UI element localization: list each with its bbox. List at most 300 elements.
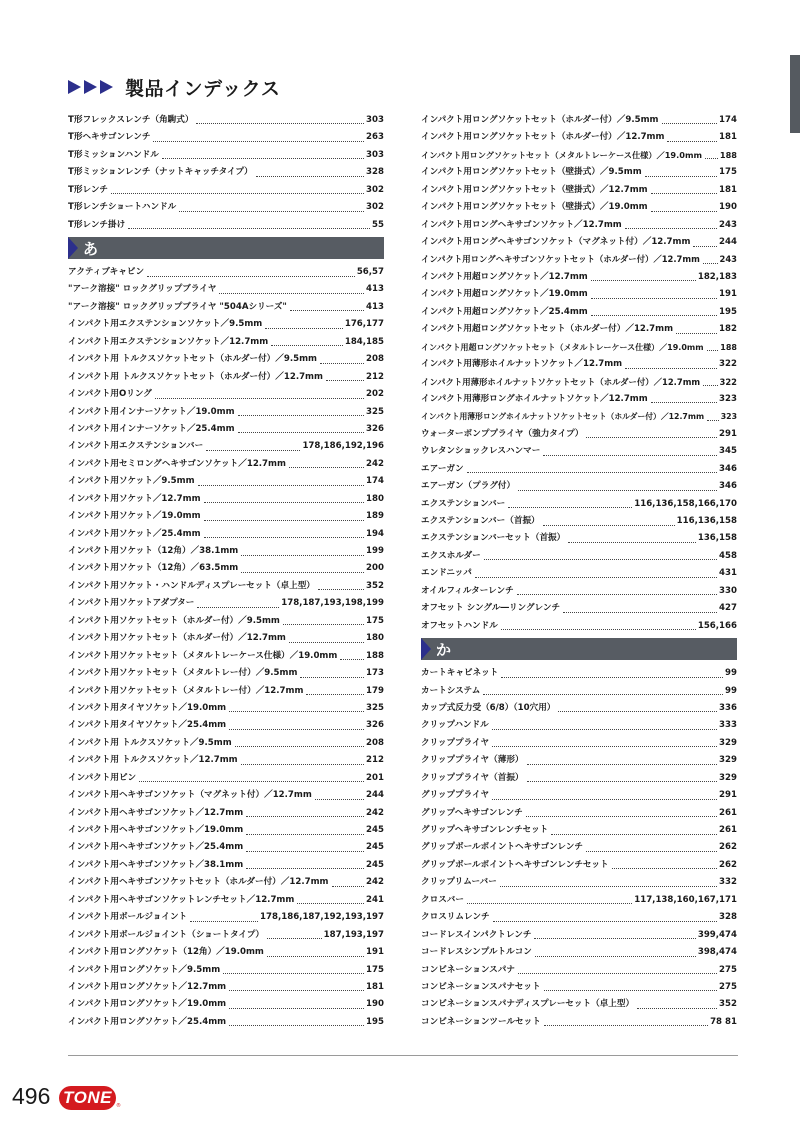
dot-leader bbox=[306, 694, 364, 695]
index-entry bbox=[68, 927, 384, 944]
index-entry bbox=[68, 944, 384, 961]
index-entry bbox=[421, 182, 737, 199]
index-entry bbox=[68, 386, 384, 403]
entry-page: 117,138,160,167,171 bbox=[634, 894, 737, 905]
entry-name: "アーク溶接" ロックグリップブライヤ bbox=[68, 284, 217, 295]
index-entry bbox=[68, 892, 384, 909]
index-entry bbox=[68, 369, 384, 386]
entry-page: 78 81 bbox=[710, 1016, 737, 1027]
entry-page: 328 bbox=[366, 167, 384, 178]
entry-page: 303 bbox=[366, 114, 384, 125]
index-entry bbox=[421, 600, 737, 617]
entry-name: インパクト用 トルクスソケットセット（ホルダー付）／12.7mm bbox=[68, 371, 323, 382]
index-entry bbox=[421, 374, 737, 391]
entry-page: 332 bbox=[719, 877, 737, 888]
dot-leader bbox=[492, 746, 717, 747]
entry-page: 323 bbox=[719, 393, 737, 404]
dot-leader bbox=[190, 921, 258, 922]
dot-leader bbox=[526, 816, 717, 817]
page-number: 496 bbox=[12, 1083, 51, 1109]
entry-name: グリップボールポイントヘキサゴンレンチセット bbox=[421, 859, 609, 870]
entry-name: インパクト用 トルクスソケット／12.7mm bbox=[68, 755, 238, 766]
entry-page: 182,183 bbox=[697, 271, 737, 282]
entry-page: 245 bbox=[366, 842, 384, 853]
dot-leader bbox=[534, 938, 695, 939]
index-entry bbox=[68, 787, 384, 804]
entry-name: T形レンチ bbox=[68, 184, 109, 195]
index-entry bbox=[68, 874, 384, 891]
index-entry bbox=[421, 217, 737, 234]
index-entry bbox=[421, 129, 737, 146]
index-group-ka bbox=[421, 665, 737, 1031]
index-entry bbox=[68, 147, 384, 164]
index-entry bbox=[421, 147, 737, 164]
entry-name: インパクト用超ロングソケット／25.4mm bbox=[421, 306, 588, 317]
page-title: 製品インデックス bbox=[125, 77, 281, 100]
entry-page: 181 bbox=[366, 981, 384, 992]
entry-page: 399,474 bbox=[697, 929, 737, 940]
entry-name: グリップボールポイントヘキサゴンレンチ bbox=[421, 842, 583, 853]
dot-leader bbox=[492, 729, 717, 730]
entry-page: 189 bbox=[366, 511, 384, 522]
entry-name: インパクト用ロングソケットセット（壁掛式）／12.7mm bbox=[421, 184, 648, 195]
index-entry bbox=[421, 805, 737, 822]
index-entry bbox=[68, 299, 384, 316]
index-entry bbox=[68, 979, 384, 996]
tone-logo bbox=[59, 1086, 121, 1110]
entry-name: インパクト用ロングソケットセット（壁掛式）／19.0mm bbox=[421, 202, 648, 213]
index-entry bbox=[421, 996, 737, 1013]
section-header-ka bbox=[421, 638, 737, 660]
index-entry bbox=[421, 840, 737, 857]
entry-page: 178,186,187,192,193,197 bbox=[260, 912, 384, 923]
entry-name: クロスリムレンチ bbox=[421, 912, 490, 923]
entry-name: T形レンチ掛け bbox=[68, 219, 126, 230]
dot-leader bbox=[256, 176, 364, 177]
entry-name: インパクト用ヘキサゴンソケット／12.7mm bbox=[68, 807, 244, 818]
entry-page: 116,136,158,166,170 bbox=[634, 498, 737, 509]
dot-leader bbox=[332, 886, 365, 887]
dot-leader bbox=[625, 228, 717, 229]
entry-page: 291 bbox=[719, 428, 737, 439]
entry-page: 174 bbox=[719, 114, 737, 125]
dot-leader bbox=[267, 956, 364, 957]
index-group-continued bbox=[421, 112, 737, 635]
index-entry bbox=[68, 735, 384, 752]
entry-name: T形ミッションハンドル bbox=[68, 149, 159, 160]
entry-name: インパクト用ヘキサゴンソケット（マグネット付）／12.7mm bbox=[68, 790, 312, 801]
index-entry bbox=[421, 787, 737, 804]
index-entry bbox=[68, 217, 384, 234]
index-entry bbox=[421, 304, 737, 321]
dot-leader bbox=[290, 310, 364, 311]
dot-leader bbox=[705, 158, 718, 159]
entry-name: オフセットハンドル bbox=[421, 620, 498, 631]
dot-leader bbox=[558, 711, 717, 712]
entry-name: クリッププライヤ（薄形） bbox=[421, 755, 524, 766]
dot-leader bbox=[645, 176, 717, 177]
index-entry bbox=[68, 752, 384, 769]
dot-leader bbox=[229, 990, 364, 991]
entry-page: 329 bbox=[719, 737, 737, 748]
entry-name: インパクト用エクステンションバー bbox=[68, 441, 204, 452]
dot-leader bbox=[703, 385, 717, 386]
index-entry bbox=[68, 264, 384, 281]
entry-name: インパクト用 トルクスソケット／9.5mm bbox=[68, 737, 232, 748]
entry-name: インパクト用ロングソケットセット（壁掛式）／9.5mm bbox=[421, 167, 642, 178]
index-entry bbox=[68, 491, 384, 508]
entry-name: コードレスインパクトレンチ bbox=[421, 929, 532, 940]
entry-name: インパクト用ロングヘキサゴンソケットセット（ホルダー付）／12.7mm bbox=[421, 254, 700, 265]
index-entry bbox=[421, 234, 737, 251]
index-entry bbox=[68, 351, 384, 368]
dot-leader bbox=[500, 886, 717, 887]
index-entry bbox=[421, 770, 737, 787]
dot-leader bbox=[543, 455, 717, 456]
dot-leader bbox=[223, 973, 364, 974]
index-entry bbox=[68, 508, 384, 525]
index-entry bbox=[68, 129, 384, 146]
entry-name: グリップヘキサゴンレンチセット bbox=[421, 825, 549, 836]
registered-mark-icon: ® bbox=[116, 1103, 121, 1109]
entry-page: 244 bbox=[366, 790, 384, 801]
index-entry bbox=[68, 282, 384, 299]
dot-leader bbox=[707, 350, 719, 351]
entry-name: インパクト用ソケットセット（メタルトレー付）／12.7mm bbox=[68, 685, 304, 696]
index-entry bbox=[68, 199, 384, 216]
entry-name: インパクト用ロングソケット／9.5mm bbox=[68, 964, 221, 975]
index-entry bbox=[421, 391, 737, 408]
index-entry bbox=[421, 286, 737, 303]
dot-leader bbox=[246, 816, 364, 817]
dot-leader bbox=[219, 293, 364, 294]
index-entry bbox=[68, 683, 384, 700]
index-entry bbox=[421, 583, 737, 600]
entry-page: 190 bbox=[366, 999, 384, 1010]
entry-name: ウレタンショックレスハンマー bbox=[421, 446, 541, 457]
index-entry bbox=[421, 618, 737, 635]
dot-leader bbox=[586, 437, 717, 438]
index-entry bbox=[421, 269, 737, 286]
index-entry bbox=[68, 543, 384, 560]
index-entry bbox=[421, 565, 737, 582]
entry-page: 188 bbox=[720, 342, 737, 352]
entry-page: 242 bbox=[366, 877, 384, 888]
entry-name: グリッププライヤ bbox=[421, 790, 490, 801]
dot-leader bbox=[155, 398, 364, 399]
index-entry bbox=[68, 717, 384, 734]
dot-leader bbox=[527, 764, 718, 765]
entry-page: 194 bbox=[366, 528, 384, 539]
entry-page: 244 bbox=[719, 237, 737, 248]
entry-page: 180 bbox=[366, 633, 384, 644]
index-entry bbox=[68, 630, 384, 647]
index-entry bbox=[421, 443, 737, 460]
index-entry bbox=[421, 665, 737, 682]
index-entry bbox=[421, 496, 737, 513]
index-entry bbox=[421, 752, 737, 769]
entry-page: 398,474 bbox=[697, 947, 737, 958]
entry-name: インパクト用薄形ホイルナットソケットセット（ホルダー付）／12.7mm bbox=[421, 376, 701, 387]
dot-leader bbox=[229, 1008, 364, 1009]
entry-name: コンビネーションツールセット bbox=[421, 1016, 541, 1027]
entry-page: 181 bbox=[719, 184, 737, 195]
entry-page: 329 bbox=[719, 772, 737, 783]
entry-page: 346 bbox=[719, 463, 737, 474]
entry-page: 195 bbox=[719, 306, 737, 317]
entry-page: 262 bbox=[719, 859, 737, 870]
entry-name: T形ヘキサゴンレンチ bbox=[68, 132, 151, 143]
index-entry bbox=[68, 665, 384, 682]
dot-leader bbox=[651, 193, 717, 194]
entry-name: インパクト用ロングソケット／25.4mm bbox=[68, 1016, 227, 1027]
dot-leader bbox=[667, 141, 717, 142]
entry-page: 200 bbox=[366, 563, 384, 574]
dot-leader bbox=[289, 467, 364, 468]
dot-leader bbox=[340, 659, 364, 660]
entry-page: 188 bbox=[719, 149, 737, 160]
entry-page: 242 bbox=[366, 458, 384, 469]
index-group-t bbox=[68, 112, 384, 234]
dot-leader bbox=[586, 851, 717, 852]
entry-name: オイルフィルターレンチ bbox=[421, 585, 514, 596]
index-entry bbox=[68, 578, 384, 595]
dot-leader bbox=[483, 694, 723, 695]
entry-page: 325 bbox=[366, 702, 384, 713]
entry-page: 333 bbox=[719, 720, 737, 731]
index-entry bbox=[421, 112, 737, 129]
entry-name: インパクト用ピン bbox=[68, 772, 137, 783]
entry-page: 242 bbox=[366, 807, 384, 818]
dot-leader bbox=[544, 1025, 708, 1026]
entry-name: エクステンションバー（首振） bbox=[421, 516, 540, 527]
entry-name: インパクト用超ロングソケット／19.0mm bbox=[421, 289, 588, 300]
entry-name: クリッププライヤ bbox=[421, 737, 490, 748]
index-entry bbox=[68, 805, 384, 822]
index-entry bbox=[421, 927, 737, 944]
entry-name: インパクト用ロングソケットセット（ホルダー付）／9.5mm bbox=[421, 114, 659, 125]
entry-name: インパクト用薄形ロングホイルナットソケットセット（ホルダー付）／12.7mm bbox=[421, 412, 705, 422]
entry-page: 180 bbox=[366, 493, 384, 504]
entry-page: 243 bbox=[719, 254, 737, 265]
dot-leader bbox=[204, 520, 365, 521]
dot-leader bbox=[246, 868, 364, 869]
dot-leader bbox=[612, 868, 717, 869]
entry-page: 241 bbox=[366, 894, 384, 905]
entry-name: オフセット シングル―リングレンチ bbox=[421, 603, 561, 614]
entry-page: 208 bbox=[366, 354, 384, 365]
dot-leader bbox=[693, 246, 717, 247]
index-entry bbox=[68, 164, 384, 181]
entry-name: T形レンチショートハンドル bbox=[68, 202, 177, 213]
entry-name: インパクト用ヘキサゴンソケットセット（ホルダー付）／12.7mm bbox=[68, 877, 329, 888]
dot-leader bbox=[492, 799, 717, 800]
index-entry bbox=[68, 613, 384, 630]
index-entry bbox=[421, 683, 737, 700]
brand-name: TONE bbox=[63, 1088, 112, 1107]
entry-name: インパクト用薄形ロングホイルナットソケット／12.7mm bbox=[421, 393, 648, 404]
dot-leader bbox=[315, 799, 364, 800]
dot-leader bbox=[300, 677, 364, 678]
index-entry bbox=[68, 421, 384, 438]
entry-page: 322 bbox=[719, 376, 737, 387]
dot-leader bbox=[271, 345, 343, 346]
dot-leader bbox=[651, 211, 717, 212]
index-entry bbox=[68, 648, 384, 665]
dot-leader bbox=[229, 711, 364, 712]
triple-arrow-icon bbox=[68, 80, 113, 94]
entry-name: インパクト用 トルクスソケットセット（ホルダー付）／9.5mm bbox=[68, 354, 317, 365]
entry-name: インパクト用ボールジョイント bbox=[68, 912, 188, 923]
index-entry bbox=[421, 717, 737, 734]
dot-leader bbox=[527, 781, 718, 782]
entry-page: 326 bbox=[366, 423, 384, 434]
index-entry bbox=[421, 531, 737, 548]
dot-leader bbox=[318, 589, 364, 590]
index-entry bbox=[68, 438, 384, 455]
dot-leader bbox=[197, 607, 279, 608]
entry-page: 176,177 bbox=[344, 319, 384, 330]
dot-leader bbox=[198, 485, 365, 486]
entry-name: カートキャビネット bbox=[421, 668, 499, 679]
entry-name: インパクト用ソケット・ハンドルディスプレーセット（卓上型） bbox=[68, 580, 315, 591]
dot-leader bbox=[493, 921, 718, 922]
entry-page: 323 bbox=[720, 412, 737, 422]
entry-name: アクティブキャビン bbox=[68, 267, 145, 278]
entry-name: インパクト用ロングソケット／19.0mm bbox=[68, 999, 227, 1010]
dot-leader bbox=[235, 746, 364, 747]
entry-name: インパクト用ソケット／25.4mm bbox=[68, 528, 201, 539]
dot-leader bbox=[241, 764, 364, 765]
index-group-a bbox=[68, 264, 384, 1031]
index-entry bbox=[421, 979, 737, 996]
entry-page: 302 bbox=[366, 184, 384, 195]
entry-name: インパクト用インナーソケット／25.4mm bbox=[68, 423, 235, 434]
entry-page: 178,187,193,198,199 bbox=[281, 598, 384, 609]
index-entry bbox=[421, 478, 737, 495]
dot-leader bbox=[196, 123, 364, 124]
index-entry bbox=[421, 962, 737, 979]
entry-name: T形ミッションレンチ（ナットキャッチタイプ） bbox=[68, 167, 253, 178]
index-entry bbox=[421, 461, 737, 478]
index-entry bbox=[68, 456, 384, 473]
entry-page: 55 bbox=[372, 219, 384, 230]
dot-leader bbox=[238, 432, 364, 433]
entry-name: インパクト用Oリング bbox=[68, 389, 152, 400]
entry-page: 352 bbox=[366, 580, 384, 591]
entry-name: インパクト用ボールジョイント（ショートタイプ） bbox=[68, 929, 264, 940]
entry-name: インパクト用ロングソケット（12角）／19.0mm bbox=[68, 947, 264, 958]
dot-leader bbox=[153, 141, 364, 142]
entry-name: コンビネーションスパナセット bbox=[421, 981, 541, 992]
entry-page: 336 bbox=[719, 702, 737, 713]
entry-name: インパクト用ロングソケットセット（ホルダー付）／12.7mm bbox=[421, 132, 665, 143]
entry-name: インパクト用エクステンションソケット／9.5mm bbox=[68, 319, 263, 330]
entry-page: 303 bbox=[366, 149, 384, 160]
index-entry bbox=[68, 182, 384, 199]
entry-page: 195 bbox=[366, 1016, 384, 1027]
entry-name: エクステンションバー bbox=[421, 498, 506, 509]
dot-leader bbox=[265, 328, 343, 329]
section-label: あ bbox=[83, 239, 99, 258]
footer-rule bbox=[68, 1055, 738, 1056]
dot-leader bbox=[518, 490, 717, 491]
index-entry bbox=[421, 822, 737, 839]
dot-leader bbox=[518, 973, 717, 974]
entry-name: エクスホルダー bbox=[421, 550, 481, 561]
index-entry bbox=[421, 548, 737, 565]
dot-leader bbox=[139, 781, 364, 782]
entry-name: "アーク溶接" ロックグリップブライヤ "504Aシリーズ" bbox=[68, 301, 287, 312]
index-entry bbox=[68, 770, 384, 787]
entry-page: 275 bbox=[719, 981, 737, 992]
dot-leader bbox=[241, 572, 364, 573]
entry-name: インパクト用ソケットセット（メタルトレー付）／9.5mm bbox=[68, 668, 298, 679]
entry-page: 291 bbox=[719, 790, 737, 801]
section-triangle-icon bbox=[421, 638, 431, 660]
entry-name: インパクト用ソケット／12.7mm bbox=[68, 493, 201, 504]
index-entry bbox=[68, 1014, 384, 1031]
dot-leader bbox=[568, 542, 696, 543]
entry-page: 208 bbox=[366, 737, 384, 748]
index-entry bbox=[68, 404, 384, 421]
entry-name: インパクト用ロングソケット／12.7mm bbox=[68, 981, 227, 992]
entry-name: インパクト用超ロングソケットセット（ホルダー付）／12.7mm bbox=[421, 324, 674, 335]
entry-name: インパクト用ヘキサゴンソケット／25.4mm bbox=[68, 842, 244, 853]
entry-page: 413 bbox=[366, 284, 384, 295]
entry-page: 245 bbox=[366, 859, 384, 870]
page-header bbox=[68, 72, 280, 102]
index-entry bbox=[421, 513, 737, 530]
index-entry bbox=[68, 996, 384, 1013]
entry-name: インパクト用ソケット／9.5mm bbox=[68, 476, 195, 487]
section-label: か bbox=[436, 640, 452, 659]
entry-name: クリップリムーバー bbox=[421, 877, 497, 888]
entry-page: 179 bbox=[366, 685, 384, 696]
index-entry bbox=[68, 473, 384, 490]
dot-leader bbox=[651, 402, 717, 403]
entry-name: クリップハンドル bbox=[421, 720, 489, 731]
dot-leader bbox=[637, 1008, 717, 1009]
entry-name: インパクト用インナーソケット／19.0mm bbox=[68, 406, 235, 417]
entry-page: 188 bbox=[366, 650, 384, 661]
entry-page: 325 bbox=[366, 406, 384, 417]
index-entry bbox=[68, 962, 384, 979]
entry-name: クリッププライヤ（首振） bbox=[421, 772, 524, 783]
entry-name: コンビネーションスパナディスプレーセット（卓上型） bbox=[421, 999, 635, 1010]
index-entry bbox=[421, 735, 737, 752]
entry-page: 263 bbox=[366, 132, 384, 143]
index-entry bbox=[421, 408, 737, 425]
entry-name: ウォーターポンププライヤ（強力タイプ） bbox=[421, 428, 584, 439]
section-header-a bbox=[68, 237, 384, 259]
entry-name: インパクト用ヘキサゴンソケットレンチセット／12.7mm bbox=[68, 894, 295, 905]
index-entry bbox=[421, 321, 737, 338]
dot-leader bbox=[544, 990, 718, 991]
entry-page: 330 bbox=[719, 585, 737, 596]
entry-page: 191 bbox=[366, 947, 384, 958]
index-column-right bbox=[421, 112, 737, 1031]
entry-name: インパクト用ヘキサゴンソケット／38.1mm bbox=[68, 859, 244, 870]
entry-page: 345 bbox=[719, 446, 737, 457]
dot-leader bbox=[147, 276, 355, 277]
dot-leader bbox=[229, 1025, 364, 1026]
entry-name: カートシステム bbox=[421, 685, 481, 696]
section-triangle-icon bbox=[68, 237, 78, 259]
index-entry bbox=[68, 822, 384, 839]
index-entry bbox=[68, 857, 384, 874]
entry-name: インパクト用セミロングヘキサゴンソケット／12.7mm bbox=[68, 458, 286, 469]
